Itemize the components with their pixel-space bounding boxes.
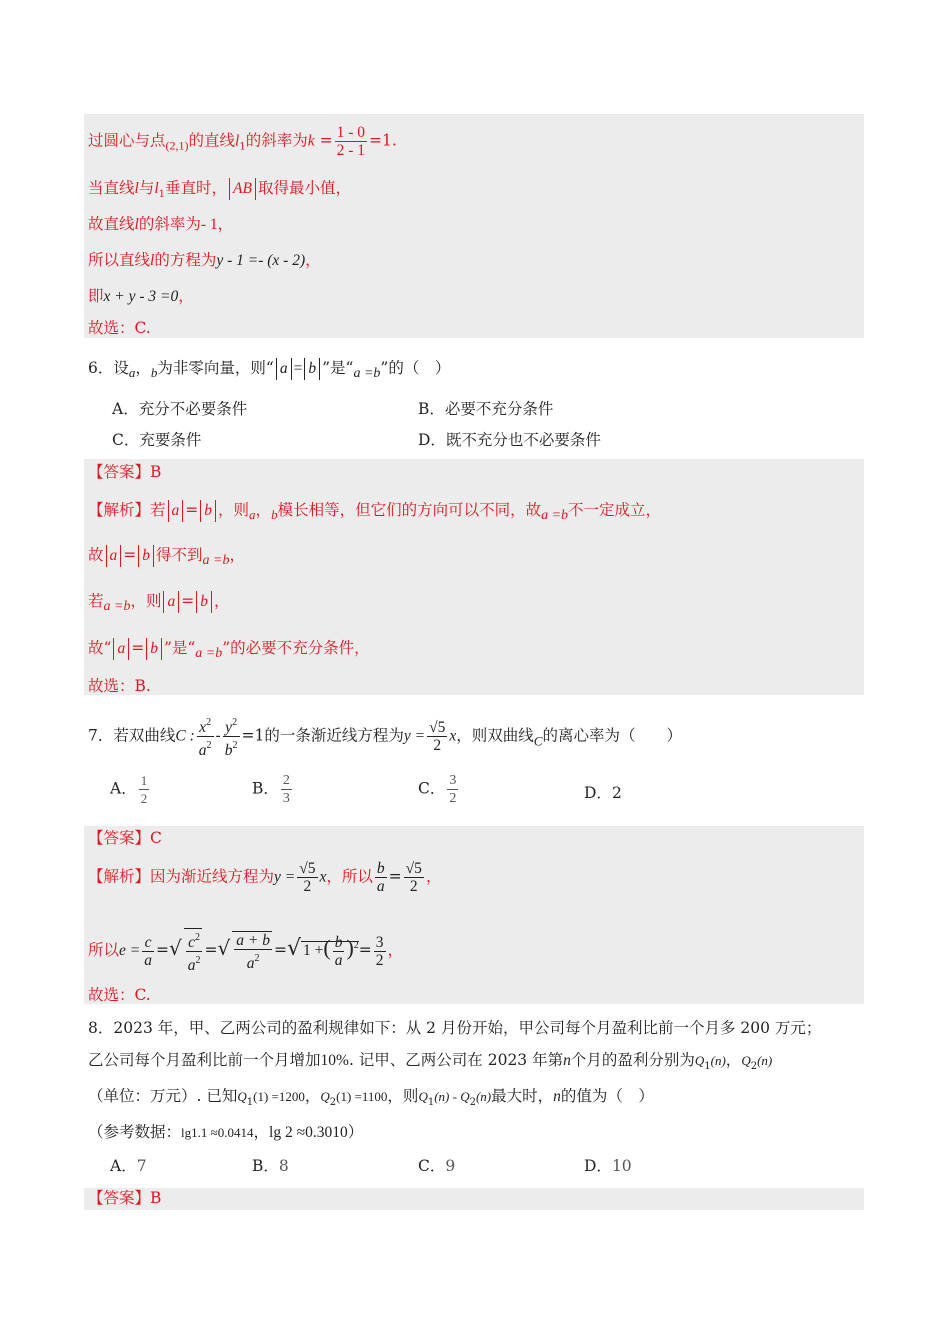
q6-sol-conclusion: 故选：B. — [88, 677, 151, 695]
q8-option-a[interactable]: A．7 — [110, 1157, 147, 1175]
analysis-tag: 【解析】 — [88, 501, 151, 519]
q6-option-c[interactable]: C．充要条件 — [112, 431, 202, 449]
q7-option-d[interactable]: D．2 — [584, 784, 622, 802]
q6-sol-line-4: 故“ a = b ”是“a =b”的必要不充分条件， — [88, 639, 370, 661]
q5-sol-conclusion: 故选：C. — [88, 319, 151, 337]
q5-sol-line-4: 所以直线l的方程为y - 1 =- (x - 2)， — [88, 251, 321, 269]
q5-sol-line-1: 过圆心与点$_{(2,1)}$的直线$l_1$的斜率为k = $\frac{1 - 0}{2 - 1}$ =1. — [88, 124, 397, 159]
q7-answer-block — [84, 826, 864, 1004]
q7-answer: 【答案】C — [88, 829, 162, 847]
q6-option-b[interactable]: B．必要不充分条件 — [418, 400, 554, 418]
q8-option-b[interactable]: B．8 — [252, 1157, 289, 1175]
q6-option-d[interactable]: D．既不充分也不必要条件 — [418, 431, 601, 449]
q8-answer: 【答案】B — [88, 1189, 162, 1207]
q8-stem-line-1: 8．2023 年，甲、乙两公司的盈利规律如下：从 2 月份开始，甲公司每个月盈利比前一个月多 200 万元； — [88, 1019, 822, 1037]
q7-sol-conclusion: 故选：C. — [88, 986, 151, 1004]
q6-answer: 【答案】B — [88, 463, 162, 481]
q8-option-d[interactable]: D．10 — [584, 1157, 632, 1175]
q7-sol-line-2: 所以e = $\frac{c}{a}$ =√ $\frac{c^2}{a^2}$ =√ $\frac{a + b}{a^2}$ =√ 1 +( $\frac{b}{a}$ )$^2$= $\frac{3}{2}$ ， — [88, 928, 403, 974]
slope-fraction: $\frac{1 - 0}{2 - 1}$ — [336, 124, 365, 159]
q8-stem-line-3: （单位：万元）. 已知$Q_1(1) =1200$，$Q_2(1) =1100$，则$Q_1(n) - Q_2(n)$最大时，n的值为（ ） — [88, 1087, 654, 1108]
q7-option-c[interactable]: C． $\frac{3}{2}$ — [418, 773, 457, 806]
q8-stem-line-2: 乙公司每个月盈利比前一个月增加10%. 记甲、乙两公司在 2023 年第n个月的盈利分别为$Q_1(n)$，$Q_2(n)$ — [88, 1051, 773, 1072]
q6-sol-line-3: 若a =b，则 a = b ， — [88, 592, 230, 614]
q5-sol-line-2: 当直线l与$l_1$垂直时， AB 取得最小值， — [88, 179, 351, 200]
q7-sol-line-1: 【解析】因为渐近线方程为y = $\frac{√5}{2}$ x，所以 $\frac{b}{a}$ = $\frac{√5}{2}$ ， — [88, 860, 442, 895]
q7-stem: 7．若双曲线C : $\frac{x^2}{a^2}$ - $\frac{y^2}{b^2}$ =1的一条渐近线方程为y = $\frac{√5}{2}$ x，则双曲线$_C$的离心率为（ ） — [88, 714, 682, 759]
q5-sol-line-5: 即x + y - 3 =0， — [88, 287, 194, 305]
answer-tag: 【答案】 — [88, 829, 151, 847]
q6-sol-line-1: 【解析】若 a = b ，则$_a$，$_b$模长相等，但它们的方向可以不同，故a =b不一定成立， — [88, 501, 662, 523]
q6-option-a[interactable]: A．充分不必要条件 — [112, 400, 248, 418]
q7-option-a[interactable]: A． $\frac{1}{2}$ — [110, 773, 148, 806]
q8-stem-line-4: （参考数据：lg1.1 ≈0.0414，lg 2 ≈0.3010） — [88, 1123, 364, 1141]
q8-option-c[interactable]: C．9 — [418, 1157, 456, 1175]
q6-stem: 6．设$_a$，$_b$为非零向量，则“ a = b ”是“a =b”的（ ） — [88, 359, 451, 381]
q7-option-b[interactable]: B． $\frac{2}{3}$ — [252, 773, 290, 806]
q6-sol-line-2: 故 a = b 得不到a =b， — [88, 546, 245, 568]
analysis-tag: 【解析】 — [88, 867, 151, 886]
answer-tag: 【答案】 — [88, 463, 151, 481]
q5-sol-line-3: 故直线l的斜率为- 1， — [88, 215, 234, 233]
q8-answer-block — [84, 1188, 864, 1210]
answer-tag: 【答案】 — [88, 1189, 151, 1207]
